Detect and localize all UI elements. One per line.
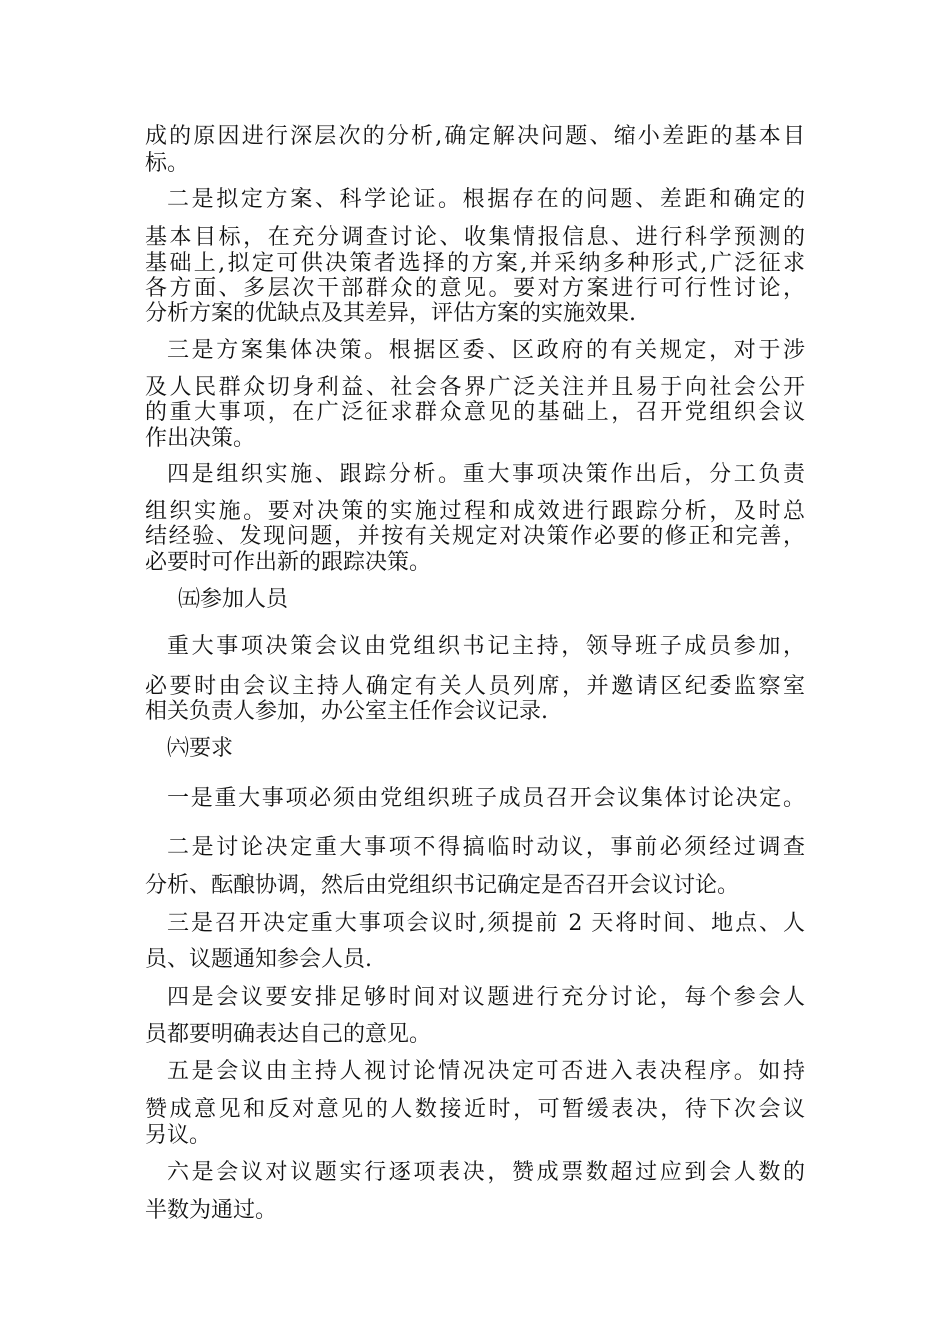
paragraph-start: 一是重大事项必须由党组织班子成员召开会议集体讨论决定。 [167, 786, 805, 811]
text-line: 成的原因进行深层次的分析,确定解决问题、缩小差距的基本目 [145, 124, 805, 149]
paragraph-start: 六是会议对议题实行逐项表决，赞成票数超过应到会人数的 [167, 1160, 805, 1185]
text-line: 结经验、发现问题，并按有关规定对决策作必要的修正和完善， [145, 524, 805, 549]
text-line: 基本目标，在充分调查讨论、收集情报信息、进行科学预测的 [145, 225, 805, 250]
paragraph-start: 重大事项决策会议由党组织书记主持，领导班子成员参加， [167, 634, 805, 659]
text-line: 另议。 [145, 1123, 212, 1148]
section-heading: ㈤参加人员 [178, 587, 289, 612]
text-line: 组织实施。要对决策的实施过程和成效进行跟踪分析，及时总 [145, 499, 805, 524]
text-line: 半数为通过。 [145, 1198, 278, 1223]
paragraph-start: 五是会议由主持人视讨论情况决定可否进入表决程序。如持 [167, 1059, 805, 1084]
paragraph-start: 四是组织实施、跟踪分析。重大事项决策作出后，分工负责 [167, 462, 805, 487]
text-line: 赞成意见和反对意见的人数接近时，可暂缓表决，待下次会议 [145, 1097, 805, 1122]
section-heading: ㈥要求 [167, 736, 234, 761]
paragraph-start: 四是会议要安排足够时间对议题进行充分讨论，每个参会人 [167, 985, 805, 1010]
text-line: 分析、酝酿协调，然后由党组织书记确定是否召开会议讨论。 [145, 873, 740, 898]
text-line: 基础上,拟定可供决策者选择的方案,并采纳多种形式,广泛征求 [145, 251, 805, 276]
text-line: 标。 [145, 151, 190, 176]
text-line: 员都要明确表达自己的意见。 [145, 1022, 432, 1047]
text-line: 相关负责人参加，办公室主任作会议记录. [145, 699, 548, 724]
text-line: 及人民群众切身利益、社会各界广泛关注并且易于向社会公开 [145, 375, 805, 400]
text-line: 分析方案的优缺点及其差异，评估方案的实施效果. [145, 301, 636, 326]
paragraph-start: 二是讨论决定重大事项不得搞临时动议，事前必须经过调查 [167, 835, 805, 860]
text-line: 员、议题通知参会人员. [145, 947, 372, 972]
text-line: 作出决策。 [145, 426, 256, 451]
paragraph-start: 三是方案集体决策。根据区委、区政府的有关规定，对于涉 [167, 338, 805, 363]
paragraph-start: 三是召开决定重大事项会议时,须提前 2 天将时间、地点、人 [167, 911, 805, 936]
text-line: 必要时可作出新的跟踪决策。 [145, 550, 432, 575]
paragraph-start: 二是拟定方案、科学论证。根据存在的问题、差距和确定的 [167, 187, 805, 212]
text-line: 各方面、多层次干部群众的意见。要对方案进行可行性讨论， [145, 276, 805, 301]
text-line: 的重大事项，在广泛征求群众意见的基础上，召开党组织会议 [145, 400, 805, 425]
text-line: 必要时由会议主持人确定有关人员列席，并邀请区纪委监察室 [145, 674, 805, 699]
